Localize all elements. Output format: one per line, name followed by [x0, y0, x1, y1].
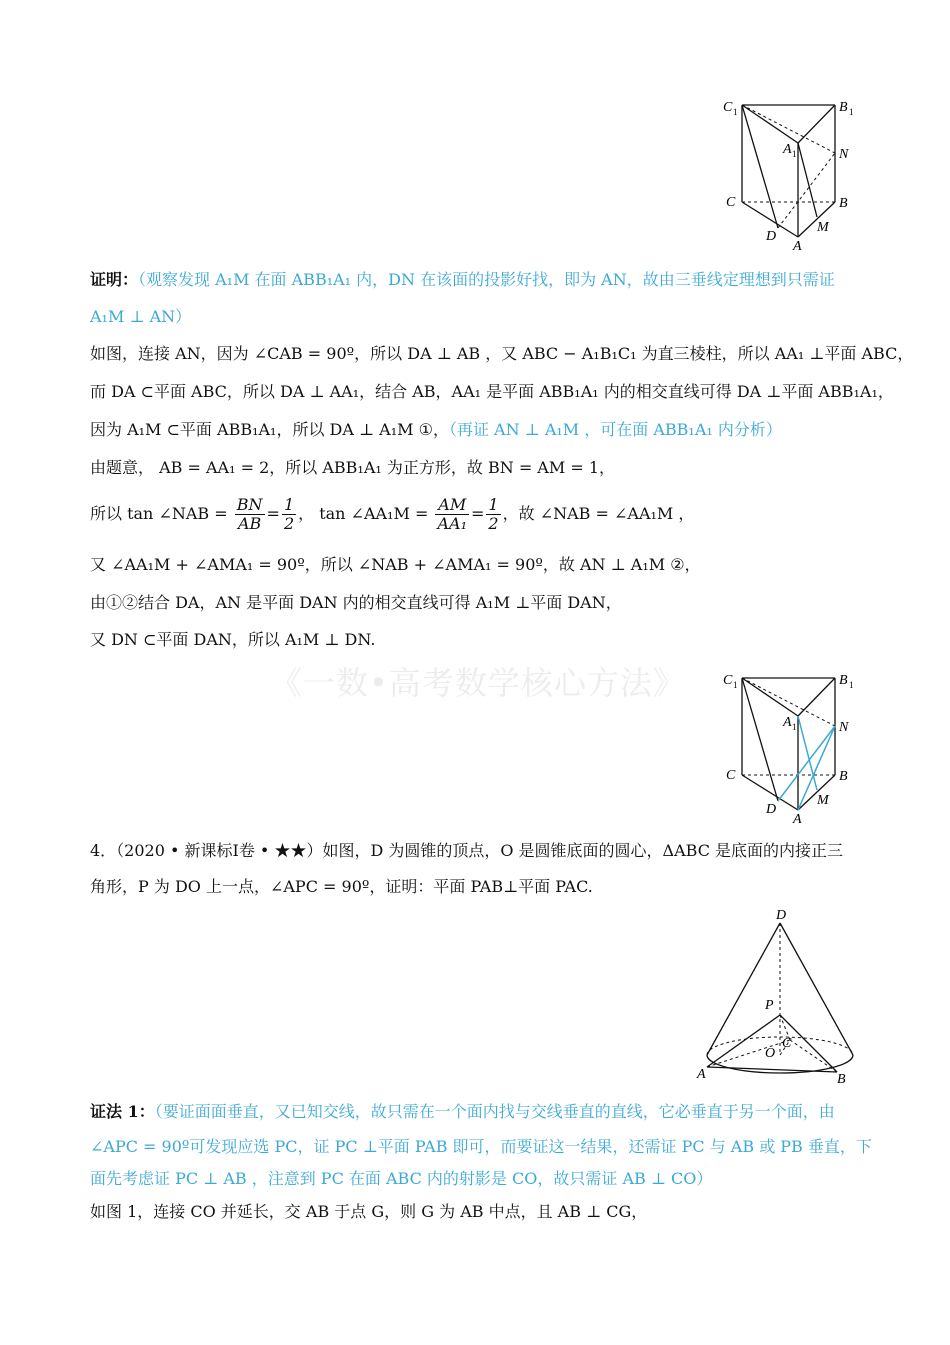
proof2-hint-2: ∠APC = 90º可发现应选 PC，证 PC ⊥平面 PAB 即可，而要证这一结果，还需证 PC 与 AB 或 PB 垂直，下 — [90, 1137, 872, 1156]
cone-label-B: B — [837, 1072, 846, 1087]
problem4-line-2: 角形，P 为 DO 上一点，∠APC = 90º，证明：平面 PAB⊥平面 PAC. — [90, 877, 593, 896]
proof1-line-3: 因为 A₁M ⊂平面 ABB₁A₁，所以 DA ⊥ A₁M ①，（再证 AN ⊥ A₁M ，可在面 ABB₁A₁ 内分析） — [90, 420, 782, 439]
proof1-line-5: 所以 tan ∠NAB = $\frac{BN}{AB}$ = $\frac{1}{2}$ ， tan ∠AA₁M = $\frac{AM}{\text{AA₁}}$ = $\frac{1}{2}$ ，故 ∠NAB = ∠AA₁M ， — [90, 495, 695, 533]
cone-figure — [695, 905, 865, 1090]
proof1-line-7: 由①②结合 DA，AN 是平面 DAN 内的相交直线可得 A₁M ⊥平面 DAN， — [90, 593, 622, 612]
label-A: A — [793, 239, 802, 254]
svg-text:A: A — [793, 812, 802, 827]
proof1-line-8: 又 DN ⊂平面 DAN，所以 A₁M ⊥ DN. — [90, 630, 376, 649]
svg-text:B: B — [839, 769, 848, 784]
label-C: C — [726, 195, 736, 210]
proof1-line-4: 由题意， AB = AA₁ = 2，所以 ABB₁A₁ 为正方形，故 BN = AM = 1， — [90, 458, 616, 477]
prism-figure-2 — [715, 668, 865, 828]
proof2-hint-1: （要证面面垂直，又已知交线，故只需在一个面内找与交线垂直的直线，它必垂直于另一个面，由 — [154, 1102, 835, 1121]
cone-label-P: P — [765, 998, 774, 1013]
svg-text:1: 1 — [792, 149, 797, 159]
label-M: M — [817, 220, 829, 235]
svg-text:1: 1 — [849, 107, 854, 117]
proof1-line-6: 又 ∠AA₁M + ∠AMA₁ = 90º，所以 ∠NAB + ∠AMA₁ = 90º，故 AN ⊥ A₁M ②， — [90, 555, 701, 574]
fraction-am-aa1: $\frac{AM}{\text{AA₁}}$ — [437, 495, 468, 533]
cone-label-O: O — [765, 1046, 776, 1061]
proof1-hint-2: A₁M ⊥ AN） — [90, 307, 192, 326]
svg-text:1: 1 — [733, 680, 738, 690]
svg-text:D: D — [766, 802, 777, 817]
proof1-hint-1: （观察发现 A₁M 在面 ABB₁A₁ 内，DN 在该面的投影好找，即为 AN，故由三垂线定理想到只需证 — [138, 270, 835, 289]
svg-text:N: N — [839, 720, 849, 735]
svg-text:M: M — [817, 793, 829, 808]
svg-text:C: C — [723, 673, 733, 688]
cone-label-C: C — [782, 1036, 792, 1051]
label-N: N — [839, 147, 849, 162]
proof1-label: 证明：（观察发现 A₁M 在面 ABB₁A₁ 内，DN 在该面的投影好找，即为 AN，故由三垂线定理想到只需证 — [90, 270, 835, 289]
cone-label-A: A — [697, 1067, 706, 1082]
proof2-label: 证法 1：（要证面面垂直，又已知交线，故只需在一个面内找与交线垂直的直线，它必垂直于另一个面，由 — [90, 1102, 835, 1121]
proof1-line-2: 而 DA ⊂平面 ABC，所以 DA ⊥ AA₁，结合 AB，AA₁ 是平面 ABB₁A₁ 内的相交直线可得 DA ⊥平面 ABB₁A₁， — [90, 382, 894, 401]
proof2-line-1: 如图 1，连接 CO 并延长，交 AB 于点 G，则 G 为 AB 中点，且 AB ⊥ CG， — [90, 1202, 648, 1221]
watermark: 《一数•高考数学核心方法》 — [270, 664, 686, 702]
prism-figure-1 — [715, 95, 865, 255]
cone-label-D: D — [776, 908, 787, 923]
svg-text:1: 1 — [792, 722, 797, 732]
proof2-hint-3: 面先考虑证 PC ⊥ AB ，注意到 PC 在面 ABC 内的射影是 CO，故只需证 AB ⊥ CO） — [90, 1169, 713, 1188]
label-B1: B — [839, 100, 848, 115]
svg-text:C: C — [726, 768, 736, 783]
label-D: D — [766, 229, 777, 244]
fraction-half-1: $\frac{1}{2}$ — [283, 495, 295, 533]
svg-text:B: B — [839, 673, 848, 688]
fraction-half-2: $\frac{1}{2}$ — [488, 495, 499, 533]
label-C1: C — [723, 100, 733, 115]
svg-text:1: 1 — [849, 680, 854, 690]
problem4-line-1: 4．（2020 • 新课标Ⅰ卷 • ★★）如图，D 为圆锥的顶点，O 是圆锥底面的圆心，ΔABC 是底面的内接正三 — [90, 841, 844, 860]
label-A1: A — [783, 142, 792, 157]
proof1-line-1: 如图，连接 AN，因为 ∠CAB = 90º，所以 DA ⊥ AB ，又 ABC − A₁B₁C₁ 为直三棱柱，所以 AA₁ ⊥平面 ABC， — [90, 344, 914, 363]
svg-text:A: A — [783, 715, 792, 730]
label-B: B — [839, 196, 848, 211]
fraction-bn-ab: $\frac{BN}{AB}$ — [236, 495, 263, 533]
svg-text:1: 1 — [733, 107, 738, 117]
